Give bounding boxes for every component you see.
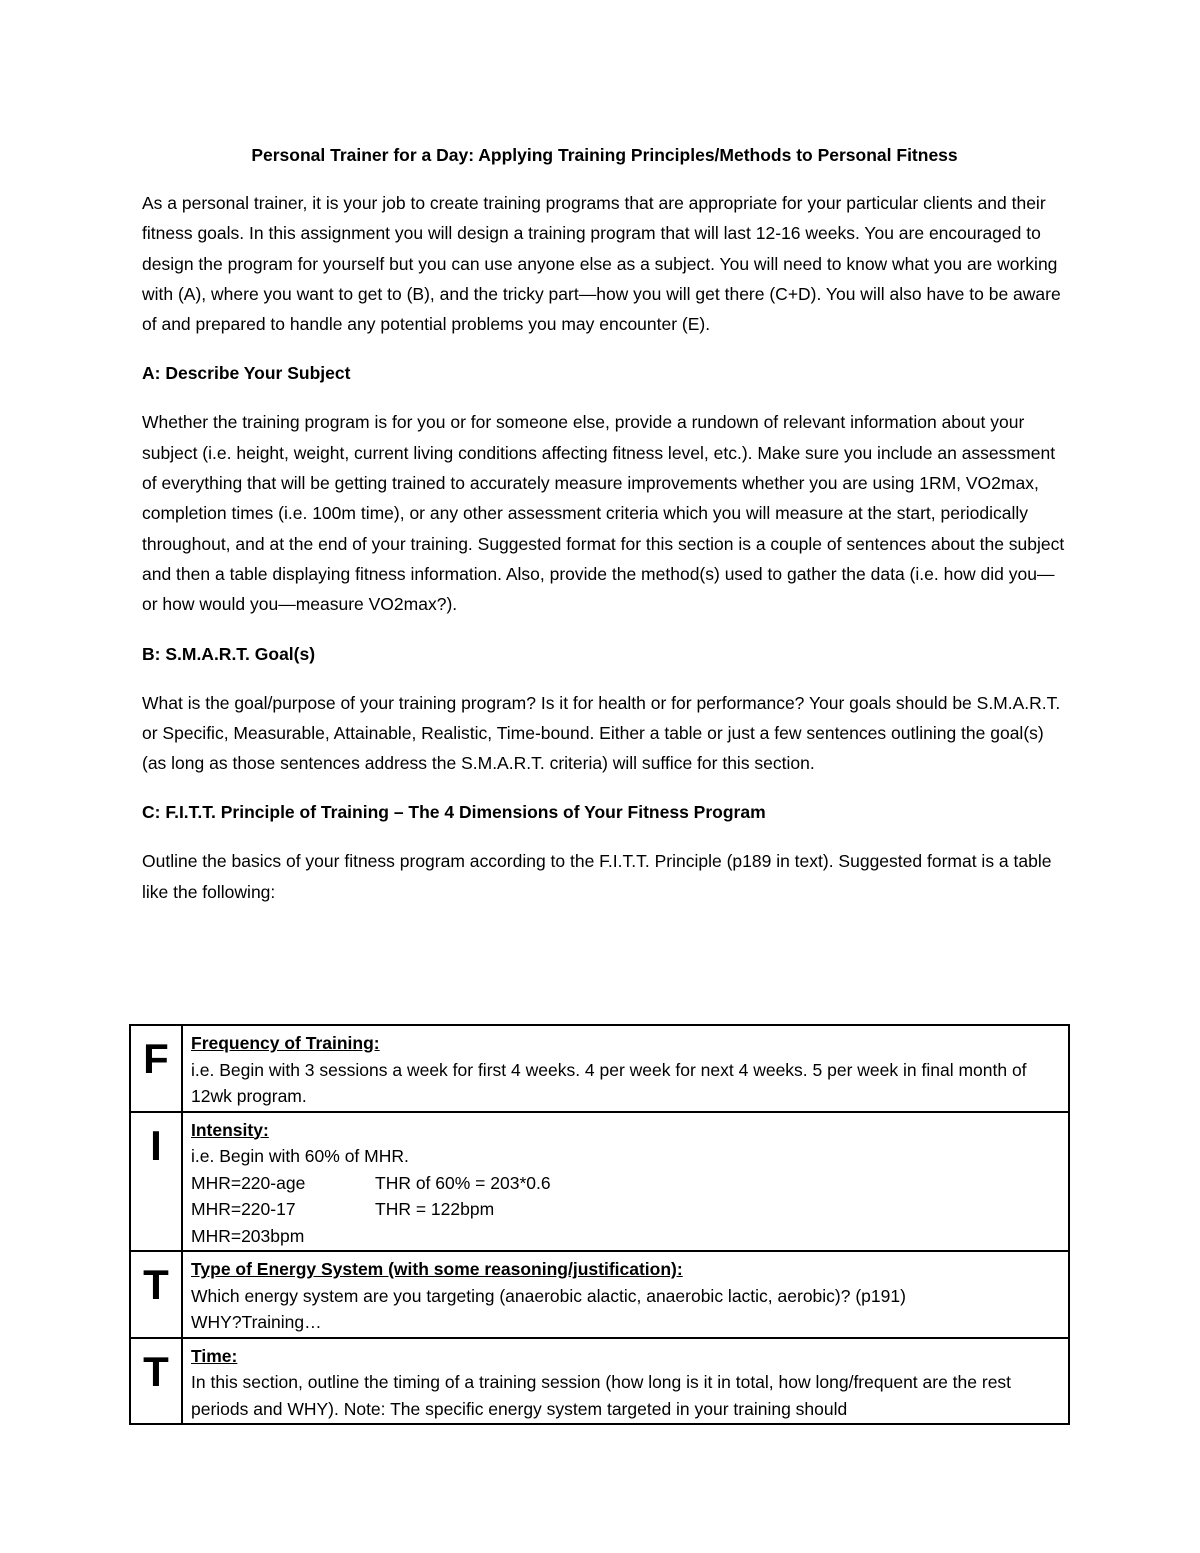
section-c-body: Outline the basics of your fitness program according to the F.I.T.T. Principle (p189 in text). Suggested format is a table like the following: bbox=[142, 851, 1052, 902]
section-b-heading: B: S.M.A.R.T. Goal(s) bbox=[142, 643, 316, 664]
intensity-calc-row bbox=[191, 1170, 1060, 1197]
type-heading: Type of Energy System (with some reasoning/justification): bbox=[191, 1259, 683, 1279]
document-page bbox=[142, 140, 1067, 926]
type-line: Which energy system are you targeting (anaerobic alactic, anaerobic lactic, aerobic)? (p191) bbox=[191, 1285, 906, 1306]
fitt-row-frequency bbox=[130, 1025, 1069, 1112]
intensity-heading: Intensity: bbox=[191, 1119, 269, 1140]
document-title: Personal Trainer for a Day: Applying Training Principles/Methods to Personal Fitness bbox=[251, 145, 958, 165]
fitt-table bbox=[129, 1024, 1070, 1425]
section-a-body: Whether the training program is for you or for someone else, provide a rundown of relevant information about your subject (i.e. height, weight, current living conditions affecting fitness level, etc.). Make sure you include an assessment of everything that will be getting trained to accurately measure improvements whether you are using 1RM, VO2max, completion times (i.e. 100m time), or any other assessment criteria which you will measure at the start, periodically throughout, and at the end of your training. Suggested format for this section is a couple of sentences about the subject and then a table displaying fitness information. Also, provide the method(s) used to gather the data (i.e. how did you—or how would you—measure VO2max?). bbox=[142, 412, 1065, 615]
fitt-content-cell bbox=[182, 1025, 1069, 1112]
section-a-heading: A: Describe Your Subject bbox=[142, 363, 351, 384]
mhr-result: MHR=203bpm bbox=[191, 1225, 305, 1246]
frequency-heading: Frequency of Training: bbox=[191, 1033, 380, 1053]
fitt-letter-t: T bbox=[143, 1347, 169, 1395]
type-line: WHY?Training… bbox=[191, 1312, 322, 1332]
fitt-letter-cell bbox=[130, 1338, 182, 1425]
fitt-content-cell bbox=[182, 1251, 1069, 1338]
fitt-letter-cell bbox=[130, 1025, 182, 1112]
intro-paragraph: As a personal trainer, it is your job to create training programs that are appropriate for your particular clients and their fitness goals. In this assignment you will design a training program that will last 12-16 weeks. You are encouraged to design the program for yourself but you can use anyone else as a subject. You will need to know what you are working with (A), where you want to get to (B), and the tricky part—how you will get there (C+D). You will also have to be aware of and prepared to handle any potential problems you may encounter (E). bbox=[142, 193, 1061, 335]
intensity-calc-row bbox=[191, 1196, 1060, 1223]
fitt-content-cell bbox=[182, 1338, 1069, 1425]
fitt-letter-cell bbox=[130, 1251, 182, 1338]
fitt-row-time bbox=[130, 1338, 1069, 1425]
time-heading: Time: bbox=[191, 1345, 238, 1366]
fitt-row-intensity bbox=[130, 1112, 1069, 1252]
time-text: In this section, outline the timing of a training session (how long is it in total, how long/frequent are the rest periods and WHY). Note: The specific energy system targeted in your training should bbox=[191, 1372, 1012, 1419]
mhr-formula: MHR=220-17 bbox=[191, 1199, 296, 1219]
intensity-line: i.e. Begin with 60% of MHR. bbox=[191, 1146, 409, 1166]
section-c-heading: C: F.I.T.T. Principle of Training – The 4 Dimensions of Your Fitness Program bbox=[142, 802, 766, 823]
mhr-formula: MHR=220-age bbox=[191, 1172, 306, 1193]
frequency-text: i.e. Begin with 3 sessions a week for first 4 weeks. 4 per week for next 4 weeks. 5 per week in final month of 12wk program. bbox=[191, 1059, 1027, 1106]
fitt-letter-cell bbox=[130, 1112, 182, 1252]
fitt-row-type bbox=[130, 1251, 1069, 1338]
fitt-content-cell bbox=[182, 1112, 1069, 1252]
fitt-letter-t: T bbox=[143, 1261, 169, 1308]
fitt-letter-i: I bbox=[150, 1121, 162, 1169]
section-b-body: What is the goal/purpose of your training program? Is it for health or for performance? Your goals should be S.M.A.R.T. or Specific, Measurable, Attainable, Realistic, Time-bound. Either a table or just a few sentences outlining the goal(s) (as long as those sentences address the S.M.A.R.T. criteria) will suffice for this section. bbox=[142, 692, 1061, 774]
thr-formula: THR = 122bpm bbox=[375, 1199, 495, 1219]
fitt-letter-f: F bbox=[143, 1035, 169, 1082]
thr-formula: THR of 60% = 203*0.6 bbox=[375, 1172, 551, 1193]
